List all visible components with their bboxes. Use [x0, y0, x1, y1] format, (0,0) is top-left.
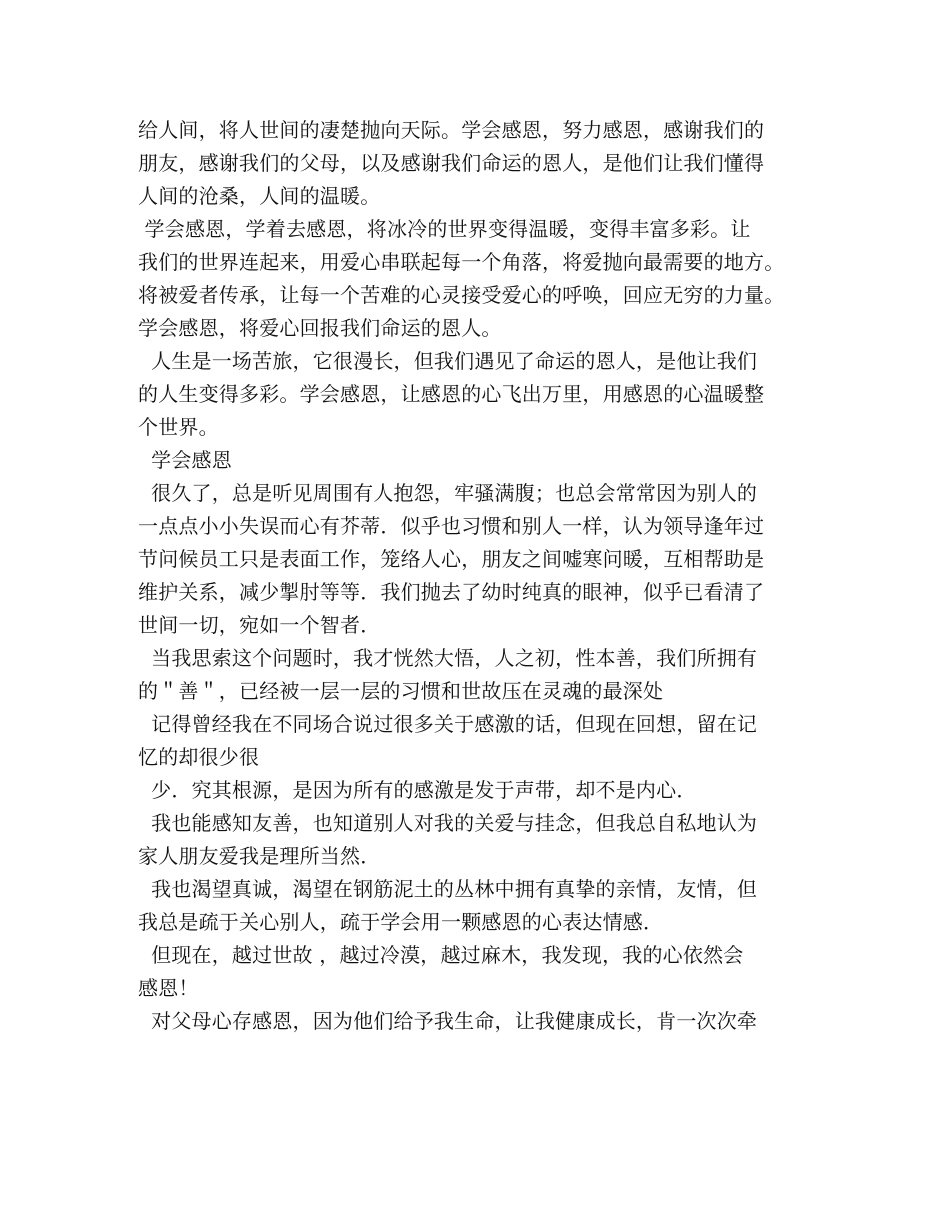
text-line: 我总是疏于关心别人，疏于学会用一颗感恩的心表达情感．	[138, 910, 664, 934]
text-line: 维护关系，减少掣肘等等．我们抛去了幼时纯真的眼神，似乎已看清了	[138, 580, 765, 604]
text-line: 人生是一场苦旅，它很漫长，但我们遇见了命运的恩人，是他让我们	[138, 349, 758, 373]
text-line: 一点点小小失误而心有芥蒂．似乎也习惯和别人一样，认为领导逢年过	[138, 514, 765, 538]
text-line: 很久了，总是听见周围有人抱怨，牢骚满腹；也总会常常因为别人的	[138, 481, 758, 505]
text-line: 将被爱者传承，让每一个苦难的心灵接受爱心的呼唤，回应无穷的力量。	[138, 283, 785, 307]
text-line: 人间的沧桑，人间的温暖。	[138, 184, 381, 208]
text-line: 但现在，越过世故 ，越过冷漠，越过麻木，我发现，我的心依然会	[138, 943, 744, 967]
document-body	[138, 114, 818, 1038]
text-line: 记得曾经我在不同场合说过很多关于感激的话，但现在回想，留在记	[138, 712, 758, 736]
text-line: 少．究其根源，是因为所有的感激是发于声带，却不是内心．	[138, 778, 697, 802]
text-line: 忆的却很少很	[138, 745, 260, 769]
text-line: 学会感恩，学着去感恩，将冰冷的世界变得温暖，变得丰富多彩。让	[138, 217, 751, 241]
text-line: 学会感恩，将爱心回报我们命运的恩人。	[138, 316, 502, 340]
text-line: 我也渴望真诚，渴望在钢筋泥土的丛林中拥有真挚的亲情，友情，但	[138, 877, 758, 901]
text-line: 节问候员工只是表面工作，笼络人心，朋友之间嘘寒问暖，互相帮助是	[138, 547, 765, 571]
text-line: 朋友，感谢我们的父母，以及感谢我们命运的恩人，是他们让我们懂得	[138, 151, 765, 175]
text-line: 个世界。	[138, 415, 219, 439]
text-line: 家人朋友爱我是理所当然．	[138, 844, 381, 868]
text-line: 我们的世界连起来，用爱心串联起每一个角落，将爱抛向最需要的地方。	[138, 250, 785, 274]
text-line: 感恩！	[138, 976, 199, 1000]
text-line: 的＂善＂，已经被一层一层的习惯和世故压在灵魂的最深处	[138, 679, 664, 703]
text-line: 当我思索这个问题时，我才恍然大悟，人之初，性本善，我们所拥有	[138, 646, 758, 670]
text-line: 的人生变得多彩。学会感恩，让感恩的心飞出万里，用感恩的心温暖整	[138, 382, 765, 406]
text-line: 对父母心存感恩，因为他们给予我生命，让我健康成长，肯一次次牵	[138, 1009, 758, 1033]
section-heading: 学会感恩	[138, 448, 232, 472]
text-line: 世间一切，宛如一个智者．	[138, 613, 381, 637]
text-line: 我也能感知友善，也知道别人对我的关爱与挂念，但我总自私地认为	[138, 811, 758, 835]
text-line: 给人间，将人世间的凄楚抛向天际。学会感恩，努力感恩，感谢我们的	[138, 118, 765, 142]
